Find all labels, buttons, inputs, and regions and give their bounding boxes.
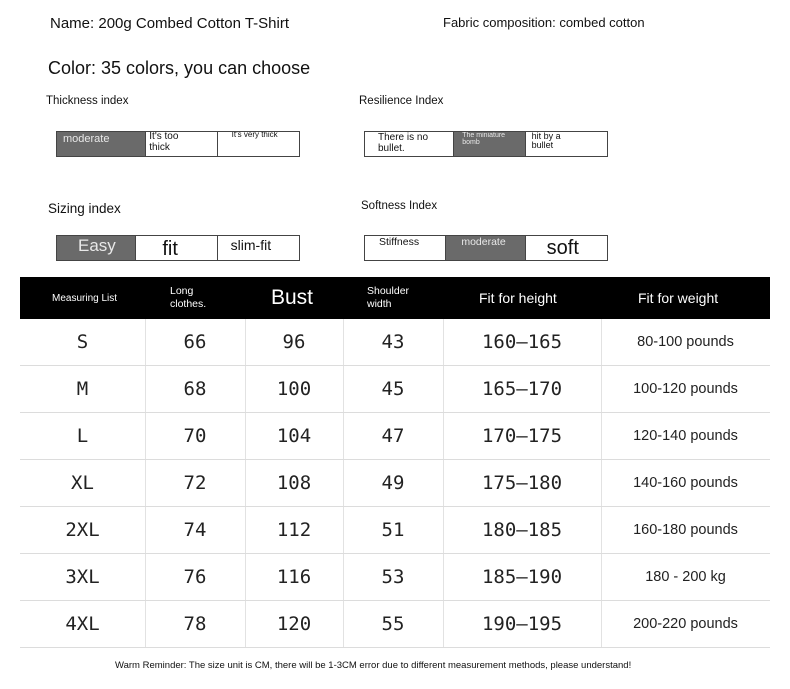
cell-height-range: 180–185	[481, 519, 563, 541]
cell-height-range: 165–170	[481, 378, 563, 400]
cell-shoulder-width: 51	[381, 519, 405, 541]
cell-long-clothes: 76	[183, 566, 207, 588]
cell-bust: 116	[276, 566, 312, 588]
cell-weight-range: 140-160 pounds	[633, 475, 738, 491]
cell-size: 3XL	[65, 566, 100, 588]
softness-index-label: Softness Index	[361, 200, 438, 212]
cell-shoulder-width: 43	[381, 331, 405, 353]
thickness-option-very-thick: It's very thick	[231, 132, 278, 139]
cell-size: 4XL	[65, 613, 100, 635]
cell-shoulder-width: 45	[381, 378, 405, 400]
cell-size: L	[76, 425, 89, 447]
cell-weight-range: 200-220 pounds	[633, 616, 738, 632]
table-row	[20, 601, 770, 648]
sizing-index-label: Sizing index	[48, 201, 121, 216]
cell-size: M	[76, 378, 89, 400]
cell-bust: 112	[276, 519, 312, 541]
cell-bust: 108	[276, 472, 312, 494]
thickness-index-scale	[56, 131, 300, 157]
resilience-index-label: Resilience Index	[359, 95, 444, 107]
cell-long-clothes: 70	[183, 425, 207, 447]
cell-weight-range: 100-120 pounds	[633, 381, 738, 397]
sizing-index-scale	[56, 235, 300, 261]
resilience-option-no-bullet: There is no bullet.	[365, 132, 454, 156]
header-long-clothes: Long clothes.	[170, 285, 207, 310]
cell-bust: 120	[276, 613, 312, 635]
cell-size: XL	[71, 472, 94, 494]
cell-long-clothes: 74	[183, 519, 207, 541]
cell-height-range: 160–165	[481, 331, 563, 353]
cell-weight-range: 160-180 pounds	[633, 522, 738, 538]
cell-height-range: 170–175	[481, 425, 563, 447]
resilience-index-scale	[364, 131, 608, 157]
cell-size: S	[76, 331, 89, 353]
cell-height-range: 175–180	[481, 472, 563, 494]
cell-bust: 104	[276, 425, 312, 447]
size-table	[20, 277, 770, 648]
table-row	[20, 366, 770, 413]
softness-option-moderate: moderate	[446, 236, 525, 260]
resilience-option-miniature-bomb: The miniature bomb	[454, 132, 525, 156]
table-body	[20, 319, 770, 648]
header-shoulder-width: Shoulder width	[367, 285, 410, 310]
sizing-option-slim-fit: slim-fit	[230, 237, 272, 253]
header-fit-for-height: Fit for height	[479, 290, 557, 306]
thickness-index-label: Thickness index	[46, 95, 129, 107]
table-row	[20, 507, 770, 554]
cell-long-clothes: 68	[183, 378, 207, 400]
color-options: Color: 35 colors, you can choose	[48, 58, 311, 78]
sizing-option-easy: Easy	[57, 236, 136, 260]
table-row	[20, 460, 770, 507]
fabric-composition: Fabric composition: combed cotton	[443, 15, 645, 30]
warm-reminder: Warm Reminder: The size unit is CM, there will be 1-3CM error due to different measurement methods, please understand!	[115, 660, 632, 671]
cell-shoulder-width: 47	[381, 425, 405, 447]
cell-height-range: 190–195	[481, 613, 563, 635]
cell-bust: 100	[276, 378, 312, 400]
cell-long-clothes: 66	[183, 331, 207, 353]
softness-option-stiffness: Stiffness	[365, 236, 446, 260]
resilience-option-hit-by-bullet: hit by a bullet	[531, 132, 561, 151]
header-fit-for-weight: Fit for weight	[638, 290, 719, 306]
header-bust: Bust	[271, 286, 314, 309]
softness-option-soft: soft	[546, 237, 579, 259]
header-measuring-list: Measuring List	[52, 292, 118, 304]
thickness-option-moderate: moderate	[57, 132, 146, 156]
cell-weight-range: 180 - 200 kg	[645, 569, 726, 585]
product-name: Name: 200g Combed Cotton T-Shirt	[50, 15, 290, 32]
table-row	[20, 319, 770, 366]
cell-shoulder-width: 55	[381, 613, 405, 635]
cell-size: 2XL	[65, 519, 100, 541]
cell-height-range: 185–190	[481, 566, 563, 588]
cell-shoulder-width: 53	[381, 566, 405, 588]
cell-shoulder-width: 49	[381, 472, 405, 494]
softness-index-scale	[364, 235, 608, 261]
sizing-option-fit: fit	[136, 236, 217, 260]
cell-bust: 96	[282, 331, 306, 353]
cell-long-clothes: 72	[183, 472, 207, 494]
table-row	[20, 413, 770, 460]
table-header	[20, 277, 770, 319]
cell-weight-range: 80-100 pounds	[637, 334, 734, 350]
cell-long-clothes: 78	[183, 613, 207, 635]
cell-weight-range: 120-140 pounds	[633, 428, 738, 444]
table-row	[20, 554, 770, 601]
thickness-option-too-thick: It's too thick	[146, 132, 217, 156]
